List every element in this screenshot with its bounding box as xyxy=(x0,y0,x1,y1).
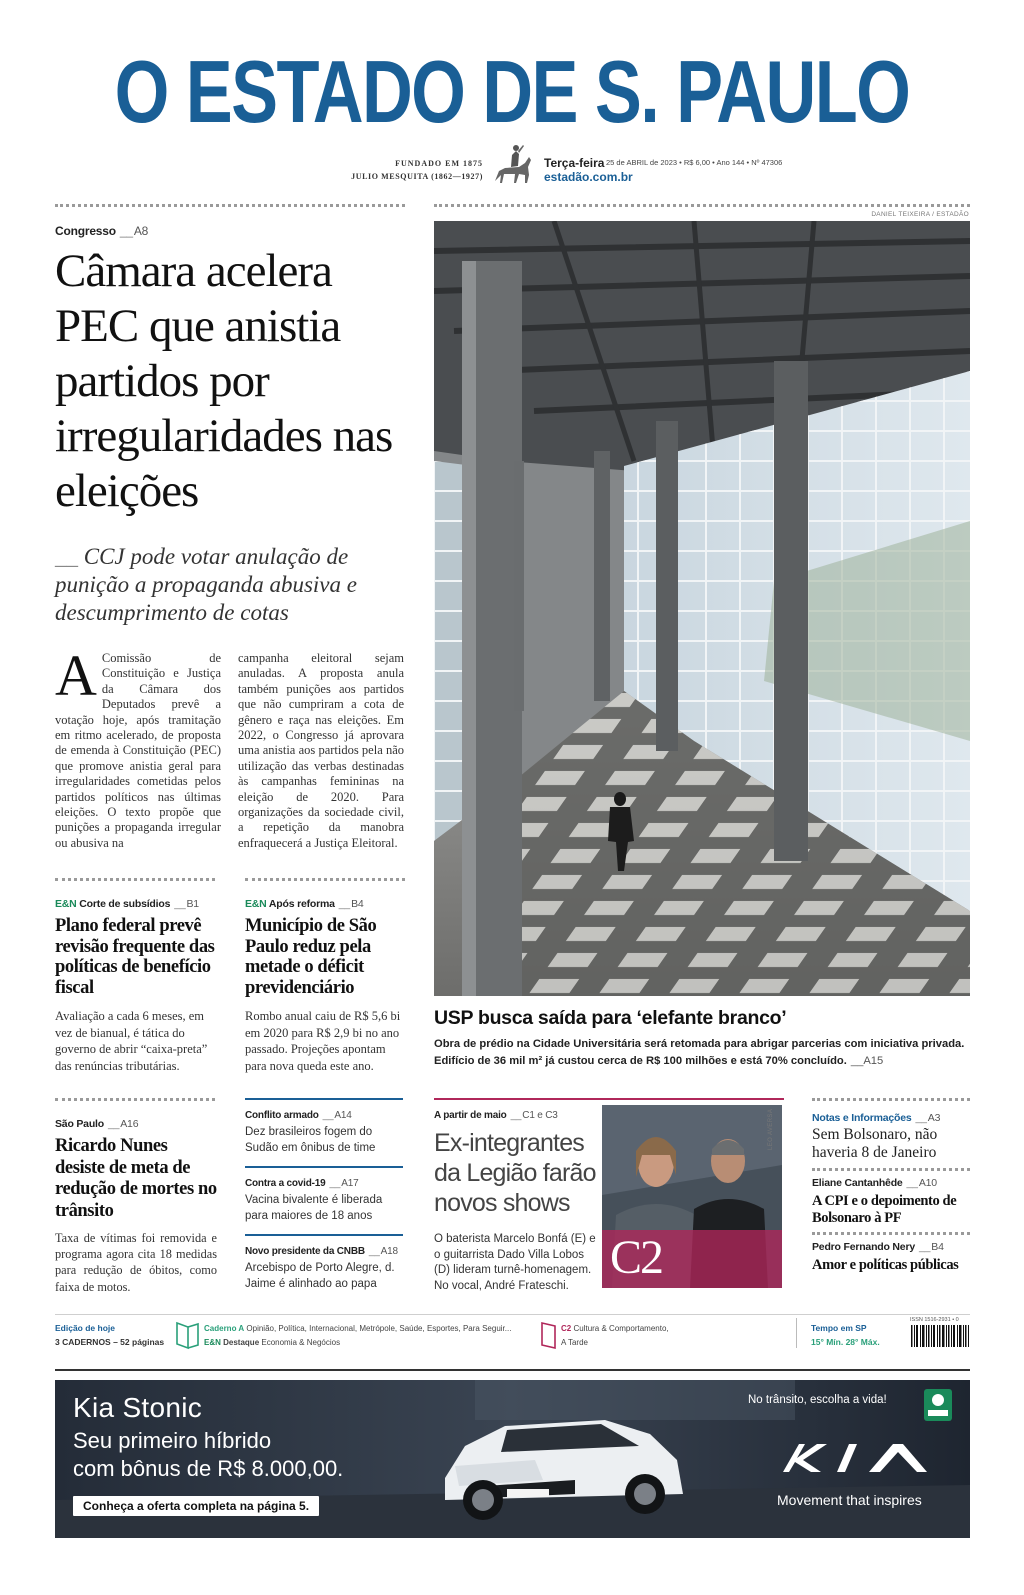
brief-1-page-ref[interactable]: __ A14 xyxy=(323,1110,352,1121)
brief-rule-1 xyxy=(245,1098,403,1100)
usp-building-photo[interactable] xyxy=(434,221,970,996)
brief-3-kicker-label: Novo presidente da CNBB xyxy=(245,1246,365,1257)
en1-kicker xyxy=(55,898,199,910)
sp-rule xyxy=(55,1098,215,1101)
photo-caption: Obra de prédio na Cidade Universitária será retomada para abrigar parcerias com iniciativa privada. Edifício de 36 mil m² já custou cerca de R$ 100 milhões e está 70% concluído. __A15 xyxy=(434,1038,965,1067)
c2-page-ref[interactable]: __ C1 e C3 xyxy=(511,1110,558,1121)
caderno-c2-text2: A Tarde xyxy=(561,1338,588,1347)
brief-2-page-ref[interactable]: __ A17 xyxy=(330,1178,359,1189)
brief-2-text[interactable]: Vacina bivalente é liberada para maiores de 18 anos xyxy=(245,1194,383,1222)
en2-page-ref[interactable]: __ B4 xyxy=(339,898,364,910)
caderno-a-label[interactable]: Caderno A xyxy=(204,1324,245,1333)
right-col-rule-3 xyxy=(812,1232,970,1235)
caderno-a-text: Opinião, Política, Internacional, Metrópole, Saúde, Esportes, Para Seguir... xyxy=(246,1324,512,1333)
legiao-photo[interactable] xyxy=(602,1105,782,1288)
ad-cta-button[interactable]: Conheça a oferta completa na página 5. xyxy=(73,1496,319,1516)
ad-tagline: Movement that inspires xyxy=(777,1492,922,1508)
caderno-a-icon xyxy=(174,1320,200,1350)
right-2-kicker xyxy=(812,1177,970,1189)
ad-slogan: No trânsito, escolha a vida! xyxy=(748,1394,887,1406)
edition-meta: 25 de ABRIL de 2023 • R$ 6,00 • Ano 144 • Nº 47306 xyxy=(606,158,783,167)
right-2-page-ref[interactable]: __ A10 xyxy=(907,1177,937,1189)
brief-3-kicker xyxy=(245,1246,403,1257)
c2-rule xyxy=(434,1098,784,1100)
top-rule-right xyxy=(434,204,970,207)
en1-rule xyxy=(55,878,215,881)
en2-rule xyxy=(245,878,405,881)
weather-label: Tempo em SP xyxy=(811,1323,867,1333)
top-rule-left xyxy=(55,204,405,207)
photo-page-ref[interactable]: A15 xyxy=(863,1055,884,1067)
brief-2-kicker xyxy=(245,1178,403,1189)
right-2-kicker-label: Eliane Cantanhêde xyxy=(812,1177,903,1189)
caderno-en-line xyxy=(204,1338,340,1347)
lead-dropcap: A xyxy=(55,643,97,708)
lead-body-text1: Comissão de Constituição e Justiça da Câmara dos Deputados prevê a votação hoje, após tramitação em ritmo acelerado, de proposta de emenda à Constituição (PEC) que promove anistia geral para irregularidades cometidas pelos partidos políticos nas últimas eleições. O texto propõe que punições a propaganda irregular ou abusiva na xyxy=(55,651,221,850)
brief-1-kicker xyxy=(245,1110,403,1121)
lead-kicker xyxy=(55,224,148,238)
en2-kicker xyxy=(245,898,364,910)
right-col-rule-top xyxy=(812,1098,970,1101)
kia-ad[interactable] xyxy=(55,1380,970,1538)
photo-caption-text: Obra de prédio na Cidade Universitária será retomada para abrigar parcerias com iniciativa privada. Edifício de 36 mil m² já custou cerca de R$ 100 milhões e está 70% concluído. xyxy=(434,1038,965,1067)
c2-headline[interactable]: Ex-integrantes da Legião farão novos shows xyxy=(434,1129,596,1217)
lead-kicker-label: Congresso xyxy=(55,224,116,238)
footer-rule xyxy=(55,1314,970,1315)
right-col xyxy=(812,1112,970,1274)
brief-3-page-ref[interactable]: __ A18 xyxy=(369,1246,398,1257)
edition-value: 3 CADERNOS – 52 páginas xyxy=(55,1337,165,1347)
c2-badge[interactable]: C2 xyxy=(610,1231,663,1284)
en2-kicker-label: Após reforma xyxy=(268,898,335,910)
right-3-page-ref[interactable]: __ B4 xyxy=(919,1241,944,1253)
lead-deck-text: CCJ pode votar anulação de punição a propaganda abusiva e descumprimento de cotas xyxy=(55,544,357,625)
right-2-text[interactable]: A CPI e o depoimento de Bolsonaro à PF xyxy=(812,1193,957,1226)
briefs-column xyxy=(245,1098,403,1292)
right-1-page-ref[interactable]: __ A3 xyxy=(915,1112,940,1124)
caderno-en-bold: Destaque xyxy=(223,1338,260,1347)
masthead xyxy=(0,0,1024,200)
founder-text: JULIO MESQUITA (1862—1927) xyxy=(351,172,483,181)
lead-page-ref[interactable]: __ A8 xyxy=(120,224,148,238)
photo-headline[interactable]: USP busca saída para ‘elefante branco’ xyxy=(434,1007,787,1029)
brief-1-text[interactable]: Dez brasileiros fogem do Sudão em ônibus de time xyxy=(245,1126,376,1154)
kia-logo[interactable] xyxy=(777,1438,937,1478)
en2-body: Rombo anual caiu de R$ 5,6 bi em 2020 para R$ 2,9 bi no ano passado. Projeções apontam para nova queda este ano. xyxy=(245,1009,401,1073)
en1-tag: E&N xyxy=(55,898,77,910)
c2-body: O baterista Marcelo Bonfá (E) e o guitarrista Dado Villa Lobos (D) lideram turnê-homenagem. No vocal, André Frateschi. xyxy=(434,1233,596,1292)
sp-kicker-label: São Paulo xyxy=(55,1118,104,1130)
kia-car-image xyxy=(425,1390,695,1530)
lead-body-col2: campanha eleitoral sejam anuladas. A proposta anula também punições aos partidos que não cumpriram a cota de gênero e raça nas eleições. Em 2022, o Congresso já aprovara uma anistia aos partidos pela não utilização das verbas destinadas às campanhas femininas na eleição de 2020. Para organizações da sociedade civil, a repetição da manobra enfraquecerá a Justiça Eleitoral. xyxy=(238,651,404,850)
brief-rule-2 xyxy=(245,1166,403,1168)
c2-photo-credit: LEO AVERSA xyxy=(768,1108,774,1150)
weather-divider xyxy=(796,1318,797,1348)
right-1-kicker xyxy=(812,1112,970,1124)
en1-headline[interactable]: Plano federal prevê revisão frequente das políticas de benefício fiscal xyxy=(55,916,215,998)
right-3-kicker-label: Pedro Fernando Nery xyxy=(812,1241,915,1253)
sp-headline[interactable]: Ricardo Nunes desiste de meta de redução de mortes no trânsito xyxy=(55,1136,217,1221)
founded-text: FUNDADO EM 1875 xyxy=(395,159,483,168)
horseman-logo-icon xyxy=(489,141,537,189)
sp-kicker xyxy=(55,1118,138,1130)
right-3-kicker xyxy=(812,1241,970,1253)
caderno-c2-line xyxy=(561,1324,669,1333)
sp-page-ref[interactable]: __ A16 xyxy=(108,1118,138,1130)
caderno-c2-text: Cultura & Comportamento, xyxy=(573,1324,669,1333)
lead-headline[interactable]: Câmara acelera PEC que anistia partidos por irregularidades nas eleições xyxy=(55,245,393,517)
en1-page-ref[interactable]: __ B1 xyxy=(174,898,199,910)
sp-body: Taxa de vítimas foi removida e programa agora cita 18 medidas para redução de óbitos, como faixa de motos. xyxy=(55,1231,217,1294)
lead-deck: __ CCJ pode votar anulação de punição a propaganda abusiva e descumprimento de cotas xyxy=(55,544,357,625)
c2-kicker xyxy=(434,1110,558,1121)
ad-line1: Seu primeiro híbrido xyxy=(73,1428,272,1453)
ad-brand-title: Kia Stonic xyxy=(73,1392,203,1423)
en2-tag: E&N xyxy=(245,898,267,910)
right-1-kicker-label: Notas e Informações xyxy=(812,1112,912,1124)
brief-3-text[interactable]: Arcebispo de Porto Alegre, d. Jaime é alinhado ao papa xyxy=(245,1262,395,1290)
caderno-a-line xyxy=(204,1324,511,1333)
edition-label: Edição de hoje xyxy=(55,1323,115,1333)
barcode-number: ISSN 1516-2931 • 0 xyxy=(910,1317,959,1323)
traffic-safety-badge-icon xyxy=(923,1388,953,1422)
barcode-icon xyxy=(910,1325,970,1351)
weather-value: 15° Mín. 28° Máx. xyxy=(811,1337,880,1347)
brief-2-kicker-label: Contra a covid-19 xyxy=(245,1178,326,1189)
en1-kicker-label: Corte de subsídios xyxy=(79,898,171,910)
masthead-title[interactable]: O ESTADO DE S. PAULO xyxy=(114,42,910,141)
brief-rule-3 xyxy=(245,1234,403,1236)
ad-line2: com bônus de R$ 8.000,00. xyxy=(73,1456,344,1481)
site-url-link[interactable]: estadão.com.br xyxy=(544,170,633,184)
c2-kicker-label: A partir de maio xyxy=(434,1110,507,1121)
en2-headline[interactable]: Município de São Paulo reduz pela metade o déficit previdenciário xyxy=(245,916,377,998)
photo-credit: DANIEL TEIXEIRA / ESTADÃO xyxy=(871,211,969,218)
brief-1-kicker-label: Conflito armado xyxy=(245,1110,319,1121)
caderno-c2-label[interactable]: C2 xyxy=(561,1324,572,1333)
edition-weekday: Terça-feira xyxy=(544,156,605,170)
en1-body: Avaliação a cada 6 meses, em vez de bianual, é tática do governo de abrir “caixa-preta” das renúncias tributárias. xyxy=(55,1009,208,1073)
right-col-rule-2 xyxy=(812,1168,970,1171)
caderno-c2-icon xyxy=(539,1320,559,1350)
photo-illustration xyxy=(434,221,970,996)
ad-top-rule xyxy=(55,1369,970,1371)
right-3-text[interactable]: Amor e políticas públicas xyxy=(812,1257,959,1273)
lead-body-col1 xyxy=(55,643,221,851)
right-1-text[interactable]: Sem Bolsonaro, não haveria 8 de Janeiro xyxy=(812,1126,938,1161)
caderno-en-text: Economia & Negócios xyxy=(261,1338,341,1347)
caderno-en-label[interactable]: E&N xyxy=(204,1338,221,1347)
